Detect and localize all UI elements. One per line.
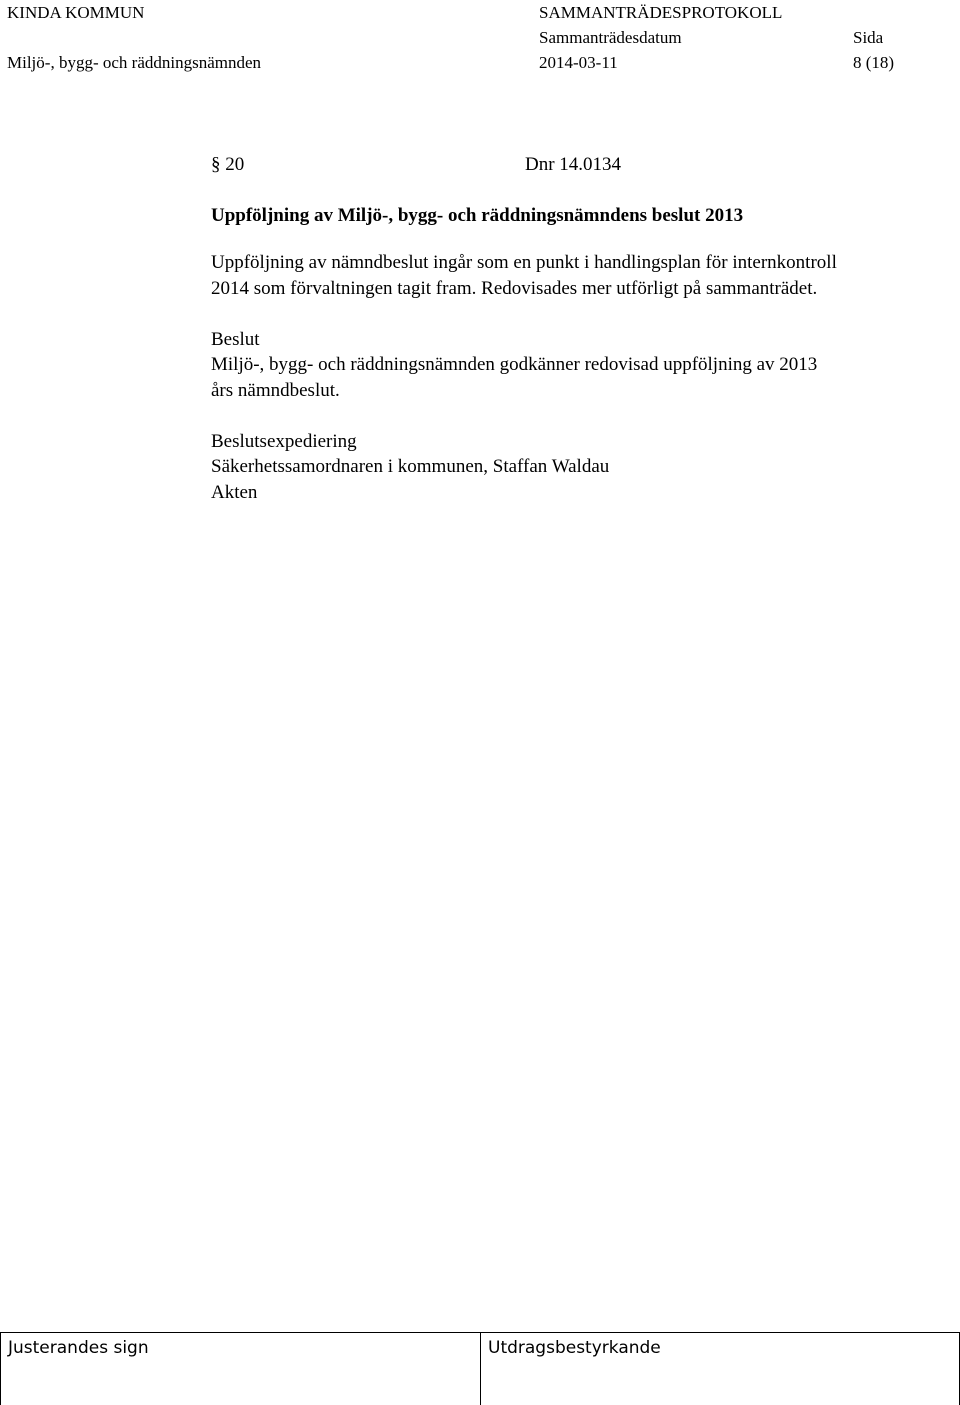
item-title: Uppföljning av Miljö-, bygg- och räddningsnämndens beslut 2013: [211, 205, 744, 226]
description-line: 2014 som förvaltningen tagit fram. Redovisades mer utförligt på sammanträdet.: [211, 278, 818, 299]
distribution-line: Akten: [211, 482, 258, 503]
justerandes-sign-label: Justerandes sign: [8, 1338, 149, 1358]
decision-heading: Beslut: [211, 329, 260, 350]
page-value: 8 (18): [853, 53, 895, 72]
description-line: Uppföljning av nämndbeslut ingår som en punkt i handlingsplan för internkontroll: [211, 252, 837, 273]
utdragsbestyrkande-label: Utdragsbestyrkande: [488, 1338, 661, 1358]
page-label: Sida: [853, 28, 884, 47]
signature-footer: [0, 1332, 960, 1404]
decision-line: års nämndbeslut.: [211, 380, 340, 401]
section-number: § 20: [211, 154, 245, 175]
document-type: SAMMANTRÄDESPROTOKOLL: [539, 3, 783, 22]
decision-line: Miljö-, bygg- och räddningsnämnden godkänner redovisad uppföljning av 2013: [211, 354, 818, 375]
distribution-line: Säkerhetssamordnaren i kommunen, Staffan Waldau: [211, 456, 610, 477]
utdragsbestyrkande-box: [480, 1333, 960, 1405]
date-value: 2014-03-11: [539, 53, 618, 72]
committee-name: Miljö-, bygg- och räddningsnämnden: [7, 53, 262, 72]
dnr: Dnr 14.0134: [525, 154, 622, 175]
organization-name: KINDA KOMMUN: [7, 3, 145, 22]
justerandes-sign-box: [0, 1333, 480, 1405]
date-label: Sammanträdesdatum: [539, 28, 682, 47]
distribution-heading: Beslutsexpediering: [211, 431, 357, 452]
